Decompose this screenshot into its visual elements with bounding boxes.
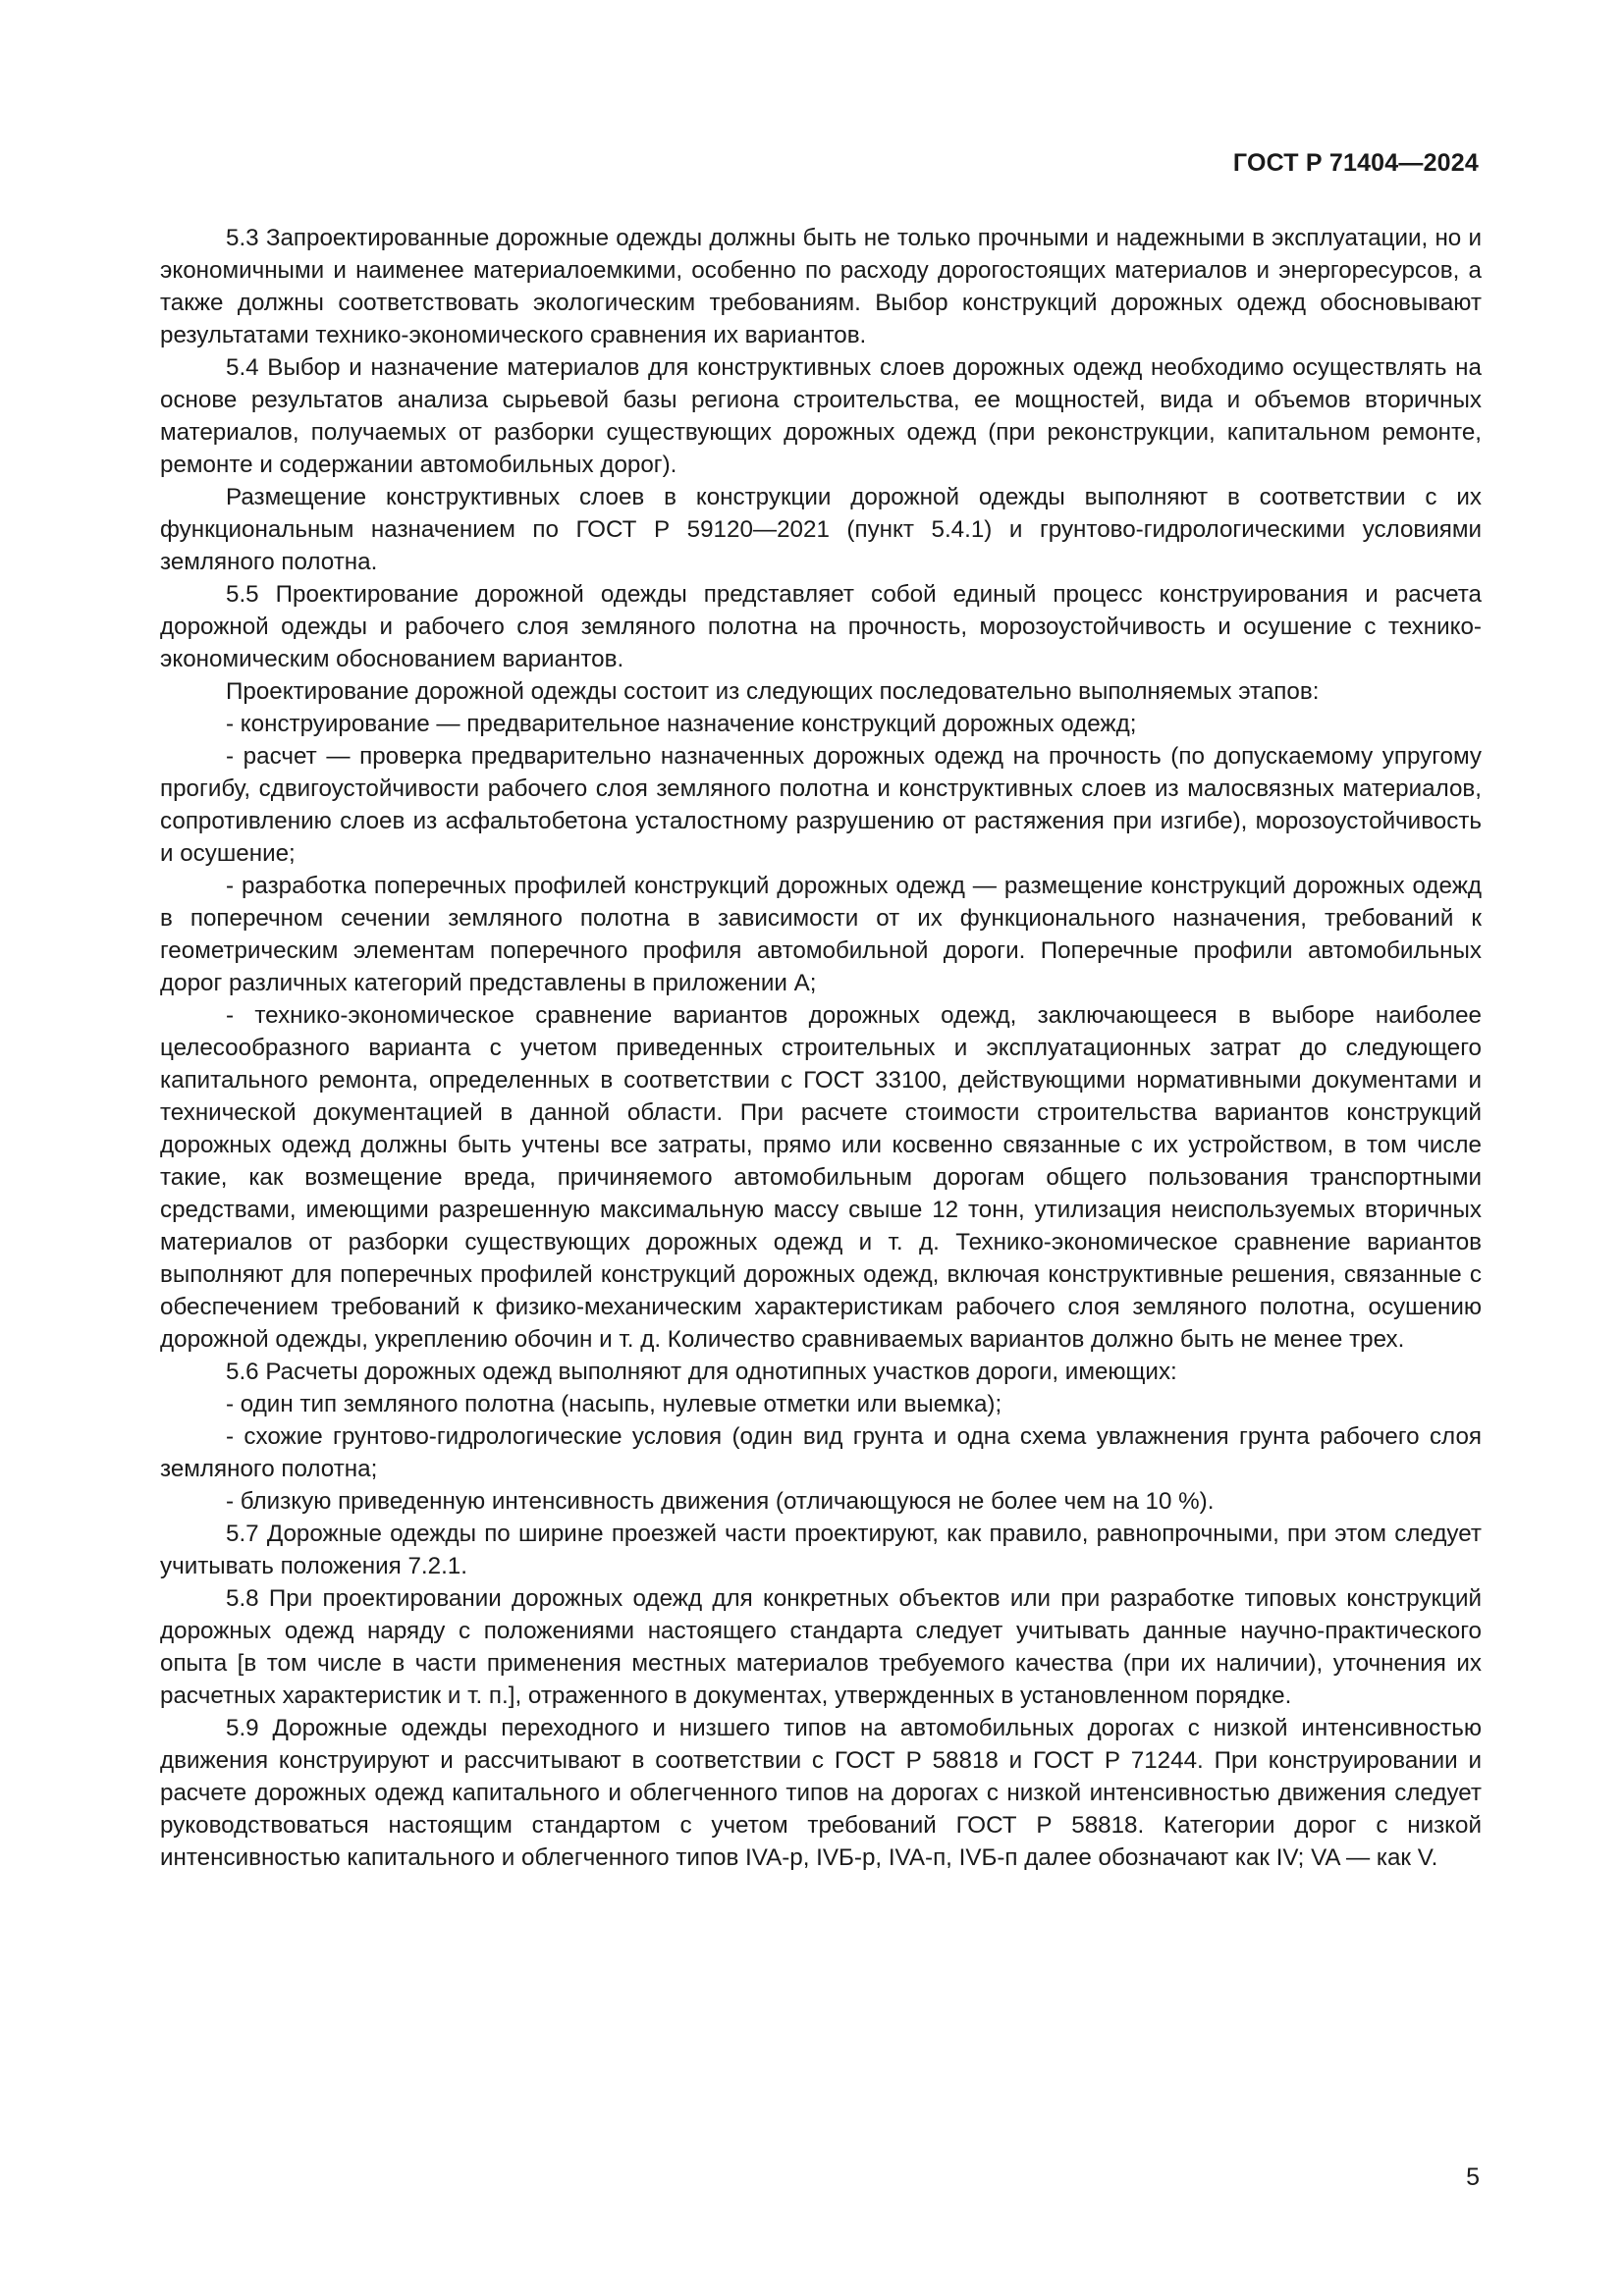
list-item-economic-comparison: - технико-экономическое сравнение вариантов дорожных одежд, заключающееся в выборе наиболее целесообразного варианта с учетом приведенных строительных и эксплуатационных затрат до следующего капитального ремонта, определенных в соответствии с ГОСТ 33100, действующими нормативными документами и технической документацией в данной области. При расчете стоимости строительства вариантов конструкций дорожных одежд должны быть учтены все затраты, прямо или косвенно связанные с их устройством, в том числе такие, как возмещение вреда, причиняемого автомобильным дорогам общего пользования транспортными средствами, имеющими разрешенную максимальную массу свыше 12 тонн, утилизация неиспользуемых вторичных материалов от разборки существующих дорожных одежд и т. д. Технико-экономическое сравнение вариантов выполняют для поперечных профилей конструкций дорожных одежд, включая конструктивные решения, связанные с обеспечением требований к физико-механическим характеристикам рабочего слоя земляного полотна, осушению дорожной одежды, укреплению обочин и т. д. Количество сравниваемых вариантов должно быть не менее трех. (160, 1002, 1482, 1353)
list-item-cross-profiles: - разработка поперечных профилей конструкций дорожных одежд — размещение конструкций дорожных одежд в поперечном сечении земляного полотна в зависимости от их функционального назначения, требований к геометрическим элементам поперечного профиля автомобильной дороги. Поперечные профили автомобильных дорог различных категорий представлены в приложении А; (160, 873, 1482, 996)
paragraph-5-3: 5.3 Запроектированные дорожные одежды должны быть не только прочными и надежными в эксплуатации, но и экономичными и наименее материалоемкими, особенно по расходу дорогостоящих материалов и энергоресурсов, а также должны соответствовать экологическим требованиям. Выбор конструкций дорожных одежд обосновывают результатами технико-экономического сравнения их вариантов. (160, 225, 1482, 348)
list-item-calculation: - расчет — проверка предварительно назначенных дорожных одежд на прочность (по допускаемому упругому прогибу, сдвигоустойчивости рабочего слоя земляного полотна и конструктивных слоев из малосвязных материалов, сопротивлению слоев из асфальтобетона усталостному разрушению от растяжения при изгибе), морозоустойчивость и осушение; (160, 743, 1482, 867)
paragraph-5-9: 5.9 Дорожные одежды переходного и низшего типов на автомобильных дорогах с низкой интенсивностью движения конструируют и рассчитывают в соответствии с ГОСТ Р 58818 и ГОСТ Р 71244. При конструировании и расчете дорожных одежд капитального и облегченного типов на дорогах с низкой интенсивностью движения следует руководствоваться настоящим стандартом с учетом требований ГОСТ Р 58818. Категории дорог с низкой интенсивностью капитального и облегченного типов IVA-р, IVБ-р, IVA-п, IVБ-п далее обозначают как IV; VA — как V. (160, 1715, 1482, 1871)
paragraph-5-5: 5.5 Проектирование дорожной одежды представляет собой единый процесс конструирования и расчета дорожной одежды и рабочего слоя земляного полотна на прочность, морозоустойчивость и осушение с технико-экономическим обоснованием вариантов. (160, 581, 1482, 672)
paragraph-5-5-stages-intro: Проектирование дорожной одежды состоит из следующих последовательно выполняемых этапов: (226, 678, 1320, 705)
page-number: 5 (1466, 2163, 1480, 2191)
list-item-soil-conditions: - схожие грунтово-гидрологические условия (один вид грунта и одна схема увлажнения грунта рабочего слоя земляного полотна; (160, 1423, 1482, 1482)
paragraph-5-8: 5.8 При проектировании дорожных одежд для конкретных объектов или при разработке типовых конструкций дорожных одежд наряду с положениями настоящего стандарта следует учитывать данные научно-практического опыта [в том числе в части применения местных материалов требуемого качества (при их наличии), уточнения их расчетных характеристик и т. п.], отраженного в документах, утвержденных в установленном порядке. (160, 1585, 1482, 1709)
document-header: ГОСТ Р 71404—2024 (1232, 149, 1479, 177)
list-item-subgrade-type: - один тип земляного полотна (насыпь, нулевые отметки или выемка); (226, 1391, 1002, 1417)
list-item-design: - конструирование — предварительное назначение конструкций дорожных одежд; (226, 711, 1137, 737)
document-body (160, 222, 1482, 1874)
paragraph-5-7: 5.7 Дорожные одежды по ширине проезжей части проектируют, как правило, равнопрочными, при этом следует учитывать положения 7.2.1. (160, 1521, 1482, 1579)
paragraph-5-4-placement: Размещение конструктивных слоев в конструкции дорожной одежды выполняют в соответствии с их функциональным назначением по ГОСТ Р 59120—2021 (пункт 5.4.1) и грунтово-гидрологическими условиями земляного полотна. (160, 484, 1482, 575)
paragraph-5-4: 5.4 Выбор и назначение материалов для конструктивных слоев дорожных одежд необходимо осуществлять на основе результатов анализа сырьевой базы региона строительства, ее мощностей, вида и объемов вторичных материалов, получаемых от разборки существующих дорожных одежд (при реконструкции, капитальном ремонте, ремонте и содержании автомобильных дорог). (160, 354, 1482, 478)
list-item-traffic-intensity: - близкую приведенную интенсивность движения (отличающуюся не более чем на 10 %). (226, 1488, 1215, 1515)
paragraph-5-6: 5.6 Расчеты дорожных одежд выполняют для однотипных участков дороги, имеющих: (226, 1359, 1177, 1385)
